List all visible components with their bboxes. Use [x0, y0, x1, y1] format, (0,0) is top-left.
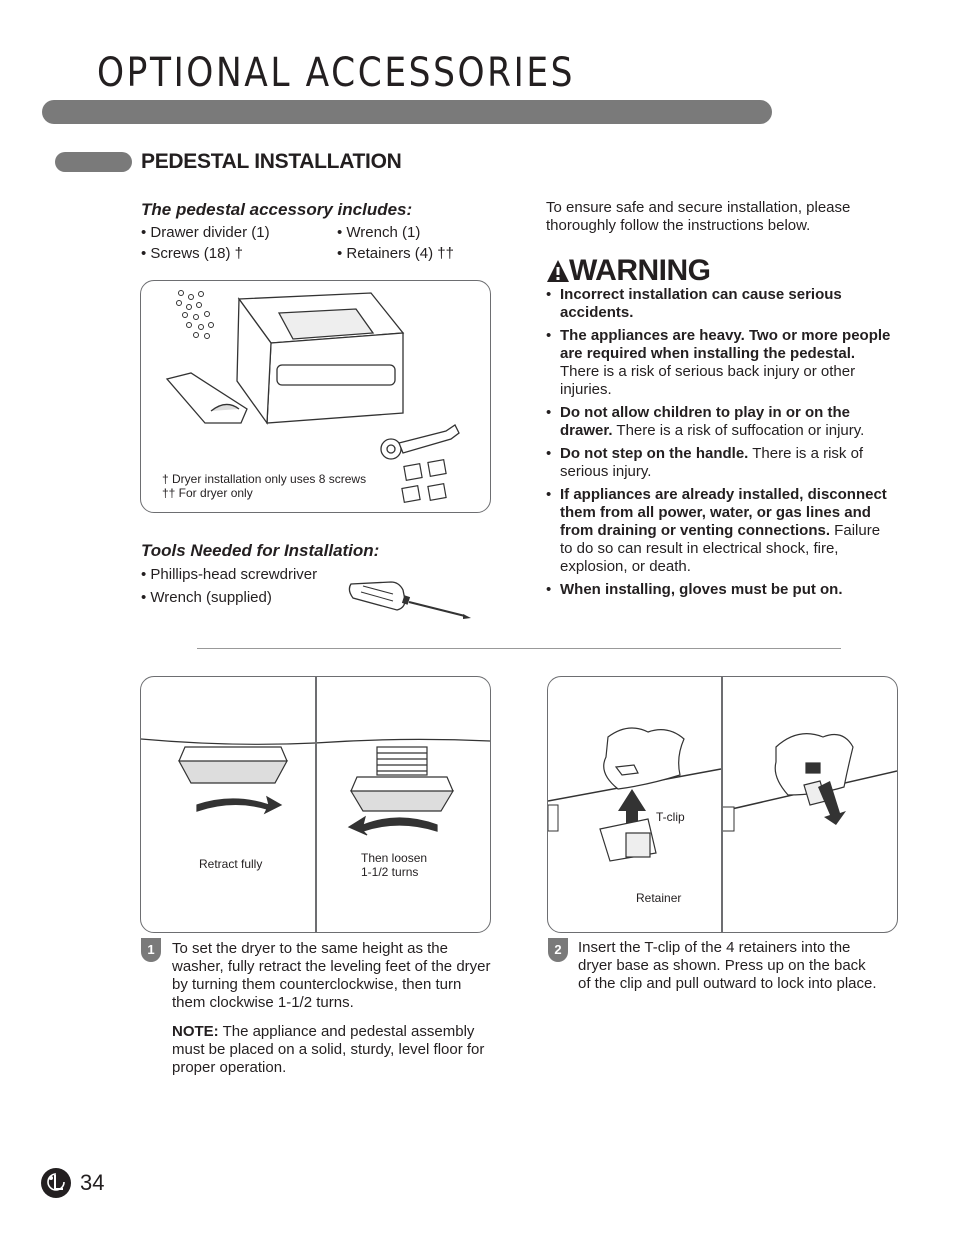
warning-list	[546, 286, 891, 604]
step1-note	[172, 1023, 492, 1077]
screws-icon	[177, 291, 214, 339]
warning-item-text: There is a risk of suffocation or injury.	[612, 422, 865, 439]
retainers-icon	[402, 460, 446, 503]
warning-item-bold: Do not allow children to play in or on the drawer.	[560, 404, 851, 439]
includes-list-left	[141, 224, 270, 263]
label-retainer: Retainer	[636, 891, 682, 905]
section-heading: PEDESTAL INSTALLATION	[141, 150, 402, 173]
retainer-illustration	[548, 677, 897, 932]
warning-item	[546, 404, 891, 440]
warning-item-bold: The appliances are heavy. Two or more people are required when installing the pedestal.	[560, 327, 891, 362]
tools-list	[141, 566, 317, 607]
caption-retract: Retract fully	[199, 857, 263, 871]
step-number-2: 2	[548, 938, 568, 962]
warning-item-text: Failure to do so can result in electrical shock, fire, explosion, or death.	[560, 522, 881, 575]
tools-item: • Phillips-head screwdriver	[141, 566, 318, 583]
includes-item: • Wrench (1)	[337, 224, 421, 241]
accessory-illustration-box	[140, 280, 491, 513]
warning-item-bold: Do not step on the handle.	[560, 445, 749, 462]
warning-item	[546, 486, 891, 576]
warning-item-bold: Incorrect installation can cause serious accidents.	[560, 286, 842, 321]
intro-text: To ensure safe and secure installation, please thoroughly follow the instructions below.	[546, 199, 851, 234]
includes-list-right	[337, 224, 454, 263]
wrench-icon	[381, 425, 459, 459]
page-number: 34	[80, 1170, 105, 1195]
warning-item	[546, 445, 891, 481]
foot-retracted-icon	[179, 747, 287, 813]
warning-item-text: There is a risk of serious injury.	[560, 445, 864, 480]
footnote-screws: † Dryer installation only uses 8 screws	[162, 472, 367, 486]
screwdriver-icon	[345, 570, 475, 625]
note-text: The appliance and pedestal assembly must be placed on a solid, sturdy, level floor for proper operation.	[172, 1023, 485, 1076]
title-bar	[42, 100, 772, 124]
warning-icon	[546, 259, 570, 283]
step1-illustration-box	[140, 676, 491, 933]
caption-loosen-2: 1-1/2 turns	[361, 865, 419, 879]
warning-item	[546, 327, 891, 399]
warning-item-bold: When installing, gloves must be put on.	[560, 581, 843, 598]
includes-item: • Screws (18) †	[141, 245, 243, 262]
warning-item	[546, 581, 891, 599]
tools-item: • Wrench (supplied)	[141, 589, 272, 606]
note-label: NOTE:	[172, 1023, 219, 1040]
step2-illustration-box	[547, 676, 898, 933]
foot-loosened-icon	[349, 747, 453, 835]
page-title: OPTIONAL ACCESSORIES	[97, 50, 576, 96]
warning-item-text: There is a risk of serious back injury or other injuries.	[560, 363, 856, 398]
drawer-divider-icon	[167, 373, 247, 423]
label-tclip: T-clip	[656, 810, 685, 824]
includes-item: • Drawer divider (1)	[141, 224, 270, 241]
step-number-1: 1	[141, 938, 161, 962]
panel-divider	[721, 677, 723, 932]
section-marker	[55, 152, 132, 172]
warning-item-bold: If appliances are already installed, disconnect them from all power, water, or gas lines and from draining or venting connections.	[560, 486, 887, 539]
lg-logo-icon	[40, 1167, 72, 1199]
footnote-retainers: †† For dryer only	[162, 486, 253, 500]
includes-item: • Retainers (4) ††	[337, 245, 454, 262]
caption-loosen-1: Then loosen	[361, 851, 428, 865]
warning-item	[546, 286, 891, 322]
step1-text: To set the dryer to the same height as the washer, fully retract the leveling feet of the dryer by turning them counterclockwise, then turn them clockwise 1-1/2 turns.	[172, 940, 491, 1011]
pedestal-icon	[237, 293, 403, 423]
tools-heading: Tools Needed for Installation:	[141, 541, 380, 560]
divider	[197, 648, 841, 649]
warning-heading: WARNING	[569, 254, 711, 287]
includes-heading: The pedestal accessory includes:	[141, 200, 413, 219]
step2-text: Insert the T-clip of the 4 retainers into the dryer base as shown. Press up on the back of the clip and pull outward to lock into place.	[578, 939, 877, 992]
panel-divider	[315, 677, 317, 932]
